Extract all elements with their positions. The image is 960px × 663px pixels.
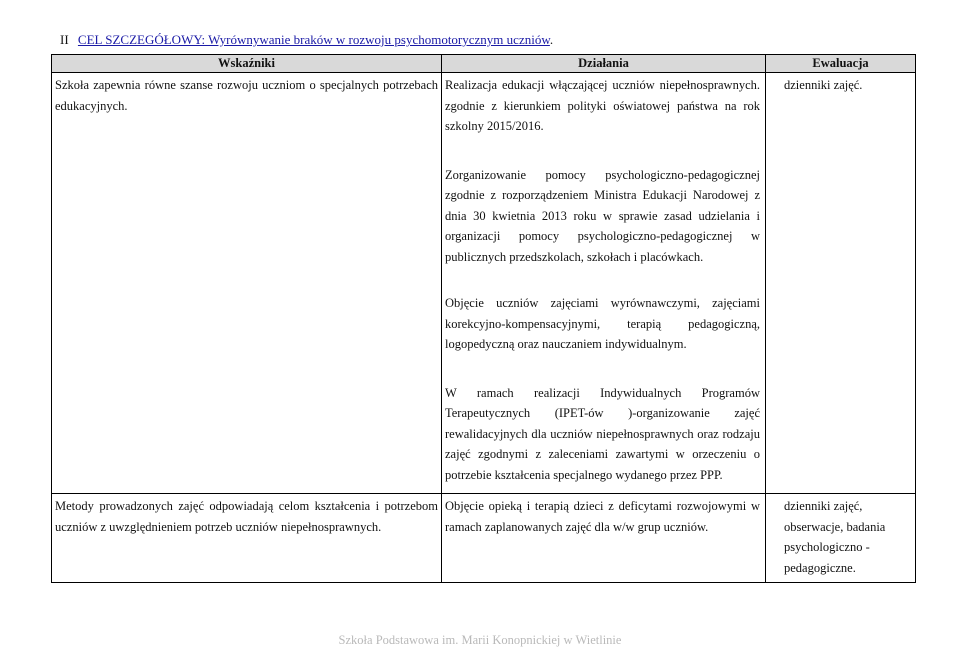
action-text: Objęcie uczniów zajęciami wyrównawczymi, zajęciami korekcyjno-kompensacyjnymi, terapią pedagogiczną, logopedyczną oraz nauczaniem indywidualnym. — [445, 296, 760, 351]
header-evaluation: Ewaluacja — [766, 55, 916, 73]
section-number: II — [60, 32, 69, 47]
section-title-period: . — [549, 32, 554, 47]
table-row — [52, 73, 916, 494]
indicator-text: Szkoła zapewnia równe szanse rozwoju uczniom o specjalnych potrzebach edukacyjnych. — [55, 78, 438, 113]
header-actions: Działania — [442, 55, 766, 73]
action-text: W ramach realizacji Indywidualnych Programów Terapeutycznych (IPET-ów )-organizowanie zajęć rewalidacyjnych dla uczniów niepełnosprawnych oraz rodzaju zajęć zgodnymi z zaleceniami zawartymi w orzeczeniu o potrzebie kształcenia specjalnego wydanego przez PPP. — [445, 385, 760, 482]
table-row — [52, 494, 916, 583]
action-text: Zorganizowanie pomocy psychologiczno-pedagogicznej zgodnie z rozporządzeniem Ministra Edukacji Narodowej z dnia 30 kwietnia 2013 roku w sprawie zasad udzielania i organizacji pomocy psychologiczno-pedagogicznej w publicznych przedszkolach, szkołach i placówkach. — [445, 167, 760, 264]
action-text: Objęcie opieką i terapią dzieci z deficytami rozwojowymi w ramach zaplanowanych zajęć dla w/w grup uczniów. — [445, 499, 760, 534]
indicator-cell — [52, 73, 442, 494]
action-text: Realizacja edukacji włączającej uczniów niepełnosprawnych. zgodnie z kierunkiem polityki oświatowej państwa na rok szkolny 2015/2016. — [445, 78, 760, 133]
section-heading — [60, 32, 553, 48]
page-footer: Szkoła Podstawowa im. Marii Konopnickiej w Wietlinie — [338, 633, 622, 647]
header-indicators: Wskaźniki — [52, 55, 442, 73]
indicator-text: Metody prowadzonych zajęć odpowiadają celom kształcenia i potrzebom uczniów z uwzględnieniem potrzeb uczniów niepełnosprawnych. — [55, 499, 438, 534]
goals-table — [51, 54, 916, 583]
evaluation-cell — [766, 494, 916, 583]
evaluation-text: dzienniki zajęć. — [784, 78, 863, 92]
actions-cell — [442, 73, 766, 494]
actions-cell — [442, 494, 766, 583]
indicator-cell — [52, 494, 442, 583]
evaluation-cell — [766, 73, 916, 494]
table-header-row — [52, 55, 916, 73]
section-title: CEL SZCZEGÓŁOWY: Wyrównywanie braków w rozwoju psychomotorycznym uczniów — [77, 32, 550, 47]
evaluation-text: dzienniki zajęć, obserwacje, badania psychologiczno - pedagogiczne. — [784, 499, 886, 575]
